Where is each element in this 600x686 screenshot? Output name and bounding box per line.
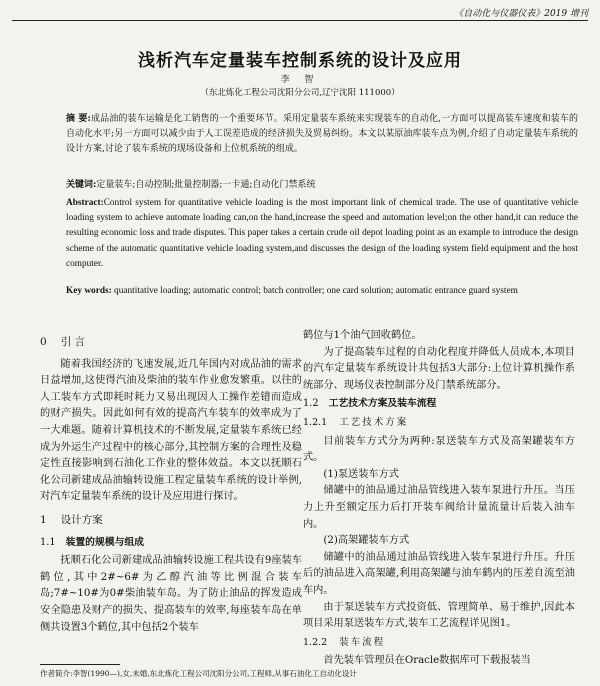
journal-header: 《自动化与仪器仪表》2019 增刊	[454, 9, 588, 19]
paragraph: 随着我国经济的飞速发展,近几年国内对成品油的需求日益增加,这使得汽油及柴油的装车作业愈发繁重。以往的人工装车方式即耗时耗力又易出现因人工操作差错而造成的财产损失。因此如何有效的提高汽车装车的效率成为了一大难题。随着计算机技术的不断发展,定量装车系统已经成为外运生产过程中的核心部分,其控制方案的合理性及稳定性直接影响到石油化工作业的整体效益。本文以抚顺石化公司新建成品油输转设施工程定量装车系统的设计举例,对汽车定量装车系统的设计及应用进行探讨。	[40, 358, 302, 503]
section-title: 设计方案	[60, 513, 103, 526]
subsection-title: 装置的规模与组成	[65, 536, 144, 548]
subsection-heading	[40, 535, 302, 552]
section-number: 0	[40, 336, 47, 348]
paragraph: 由于泵送装车方式投资低、管理简单、易于维护,因此本项目采用泵送装车方式,装车工艺流程详见图1。	[303, 601, 575, 630]
keywords-zh	[66, 178, 578, 193]
abstract-en-label: Abstract:	[66, 198, 104, 208]
subsubsection-number: 1.2.1	[303, 416, 328, 428]
footnote: 作者简介:李智(1990—),女,未婚,东北炼化工程公司沈阳分公司,工程师,从事石油化工自动化设计	[40, 669, 357, 678]
keywords-zh-label: 关键词:	[66, 180, 97, 190]
paragraph: 鹤位与1个油气回收鹤位。	[303, 330, 422, 341]
left-column	[40, 328, 302, 636]
abstract-zh-text: 成品油的装车运输是化工销售的一个重要环节。采用定量装车系统来实现装车的自动化,一方面可以提高装车速度和装车的自动化水平;另一方面可以减少由于人工误差造成的经济损失及贸易纠纷。本文以某原油库装车点为例,介绍了自动定量装车系统的设计方案,讨论了装车系统的现场设备和上位机系统的组成。	[66, 114, 578, 154]
subsubsection-title: 装车流程	[339, 636, 386, 648]
paragraph: 储罐中的油品通过油品管线进入装车泵进行升压。升压后的油品进入高架罐,利用高架罐与油车鹤内的压差自流至油车内。	[303, 551, 575, 596]
section-number: 1	[40, 513, 47, 526]
footnote-rule	[40, 664, 120, 665]
abstract-en	[66, 196, 578, 272]
section-title: 引 言	[60, 336, 86, 348]
affiliation: （东北炼化工程公司沈阳分公司,辽宁沈阳 111000）	[200, 88, 400, 98]
subsubsection-title: 工艺技术方案	[339, 416, 409, 428]
abstract-zh	[66, 112, 578, 157]
right-column	[303, 328, 575, 670]
keywords-en-text: quantitative loading; automatic control; batch controller; one card solution; automatic entrance guard system	[114, 286, 518, 296]
paragraph: 目前装车方式分为两种:泵送装车方式及高架罐装车方式。	[303, 435, 575, 464]
list-item: (2)高架罐装车方式	[323, 535, 410, 547]
subsubsection-number: 1.2.2	[303, 636, 328, 648]
subsection-number: 1.2	[303, 398, 319, 410]
abstract-zh-label: 摘 要:	[66, 114, 91, 124]
section-heading	[40, 512, 302, 529]
keywords-en-label: Key words:	[66, 286, 112, 296]
list-item: (1)泵送装车方式	[323, 468, 399, 480]
subsubsection-heading	[303, 635, 575, 652]
author: 李 智	[280, 75, 320, 85]
subsection-number: 1.1	[40, 536, 56, 548]
paragraph: 为了提高装车过程的自动化程度并降低人员成本,本项目的汽车定量装车系统设计共包括3大部分:上位计算机操作系统部分、现场仪表控制部分及门禁系统部分。	[303, 346, 575, 391]
subsection-title: 工艺技术方案及装车流程	[328, 398, 437, 410]
paragraph: 抚顺石化公司新建成品油输转设施工程共设有9座装车鹤位,其中2#~6#为乙醇汽油等比例混合装车岛;7#~10#为0#柴油装车岛。为了防止油品的挥发造成安全隐患及财产的损失、提高装车的效率,每座装车岛在单侧共设置3个鹤位,其中包括2个装车	[40, 555, 302, 633]
keywords-zh-text: 定量装车;自动控制;批量控制器;一卡通;自动化门禁系统	[96, 180, 316, 190]
paragraph: 储罐中的油品通过油品管线进入装车泵进行升压。当压力上升至额定压力后打开装车阀给计量流量计后装入油车内。	[303, 485, 575, 530]
abstract-en-text: Control system for quantitative vehicle loading is the most important link of chemical trade. The use of quantitative vehicle loading system to achieve automate loading can,on the hand,increase the speed and automation level;on the other hand,it can reduce the resulting economic loss and trade disputes. This paper takes a certain crude oil depot loading point as an example to introduce the design scheme of the automatic quantitative vehicle loading system,and discusses the design of the loading system field equipment and the host computer.	[66, 198, 578, 269]
keywords-en	[66, 284, 578, 299]
section-heading	[40, 334, 302, 351]
subsection-heading	[303, 396, 575, 413]
header-rule	[12, 20, 588, 21]
paper-title: 浅析汽车定量装车控制系统的设计及应用	[138, 51, 462, 71]
paragraph: 首先装车管理员在Oracle数据库可下载报装当	[323, 655, 531, 667]
subsubsection-heading	[303, 415, 575, 432]
